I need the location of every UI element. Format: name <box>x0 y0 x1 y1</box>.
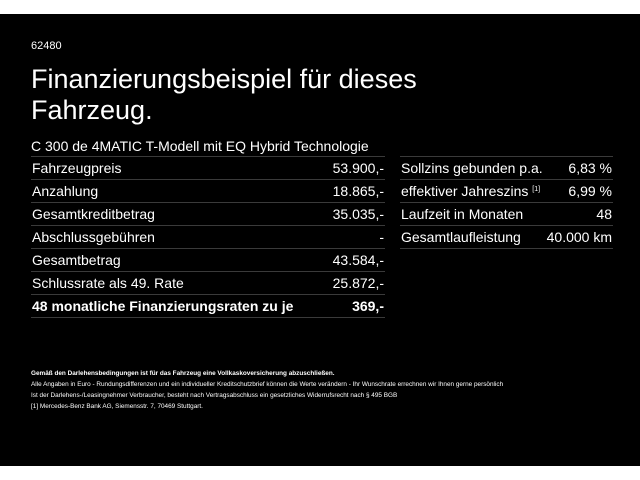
row-value: 43.584,- <box>325 249 385 272</box>
row-label: Gesamtkreditbetrag <box>31 203 325 226</box>
table-row <box>31 226 385 249</box>
row-label: Sollzins gebunden p.a. <box>400 157 545 180</box>
model-name: C 300 de 4MATIC T-Modell mit EQ Hybrid Technologie <box>31 138 369 154</box>
row-label: Gesamtlaufleistung <box>400 226 545 249</box>
financing-table <box>31 156 385 318</box>
table-row <box>400 226 613 249</box>
vehicle-code: 62480 <box>31 40 62 52</box>
row-value: 18.865,- <box>325 180 385 203</box>
page-title: Finanzierungsbeispiel für dieses Fahrzeug. <box>31 64 417 125</box>
disclaimer-line-2: Ist der Darlehens-/Leasingnehmer Verbraucher, besteht nach Vertragsabschluss ein gesetzliches Widerrufsrecht nach § 495 BGB <box>31 392 398 399</box>
table-row <box>400 203 613 226</box>
row-value: 53.900,- <box>325 157 385 180</box>
row-value: 369,- <box>325 295 385 318</box>
row-value: 40.000 km <box>545 226 613 249</box>
row-label: Schlussrate als 49. Rate <box>31 272 325 295</box>
row-label: Anzahlung <box>31 180 325 203</box>
table-row <box>31 157 385 180</box>
table-row <box>31 203 385 226</box>
footnote-marker: [1] <box>532 186 541 193</box>
conditions-table <box>400 156 613 249</box>
row-label-cell <box>400 180 545 203</box>
legal-notes <box>31 368 611 412</box>
row-value: - <box>325 226 385 249</box>
insurance-note: Gemäß den Darlehensbedingungen ist für das Fahrzeug eine Vollkaskoversicherung abzuschließen. <box>31 370 335 377</box>
row-value: 25.872,- <box>325 272 385 295</box>
table-row <box>400 157 613 180</box>
row-label: Fahrzeugpreis <box>31 157 325 180</box>
table-row <box>400 180 613 203</box>
row-value: 6,83 % <box>545 157 613 180</box>
row-value: 48 <box>545 203 613 226</box>
disclaimer-line-1: Alle Angaben in Euro - Rundungsdifferenzen und ein individueller Kreditschutzbrief können die Werte verändern - Ihr Wunschrate errechnen wir Ihnen gerne persönlich <box>31 381 504 388</box>
row-label: Gesamtbetrag <box>31 249 325 272</box>
row-value: 35.035,- <box>325 203 385 226</box>
row-label: Abschlussgebühren <box>31 226 325 249</box>
row-label: Laufzeit in Monaten <box>400 203 545 226</box>
row-label: 48 monatliche Finanzierungsraten zu je <box>31 295 325 318</box>
row-value: 6,99 % <box>545 180 613 203</box>
footnote: [1] Mercedes-Benz Bank AG, Siemensstr. 7, 70469 Stuttgart. <box>31 403 203 410</box>
table-row <box>31 272 385 295</box>
financing-panel <box>0 14 640 466</box>
table-row <box>31 180 385 203</box>
row-label: effektiver Jahreszins <box>401 183 529 199</box>
monthly-rate-row <box>31 295 385 318</box>
table-row <box>31 249 385 272</box>
